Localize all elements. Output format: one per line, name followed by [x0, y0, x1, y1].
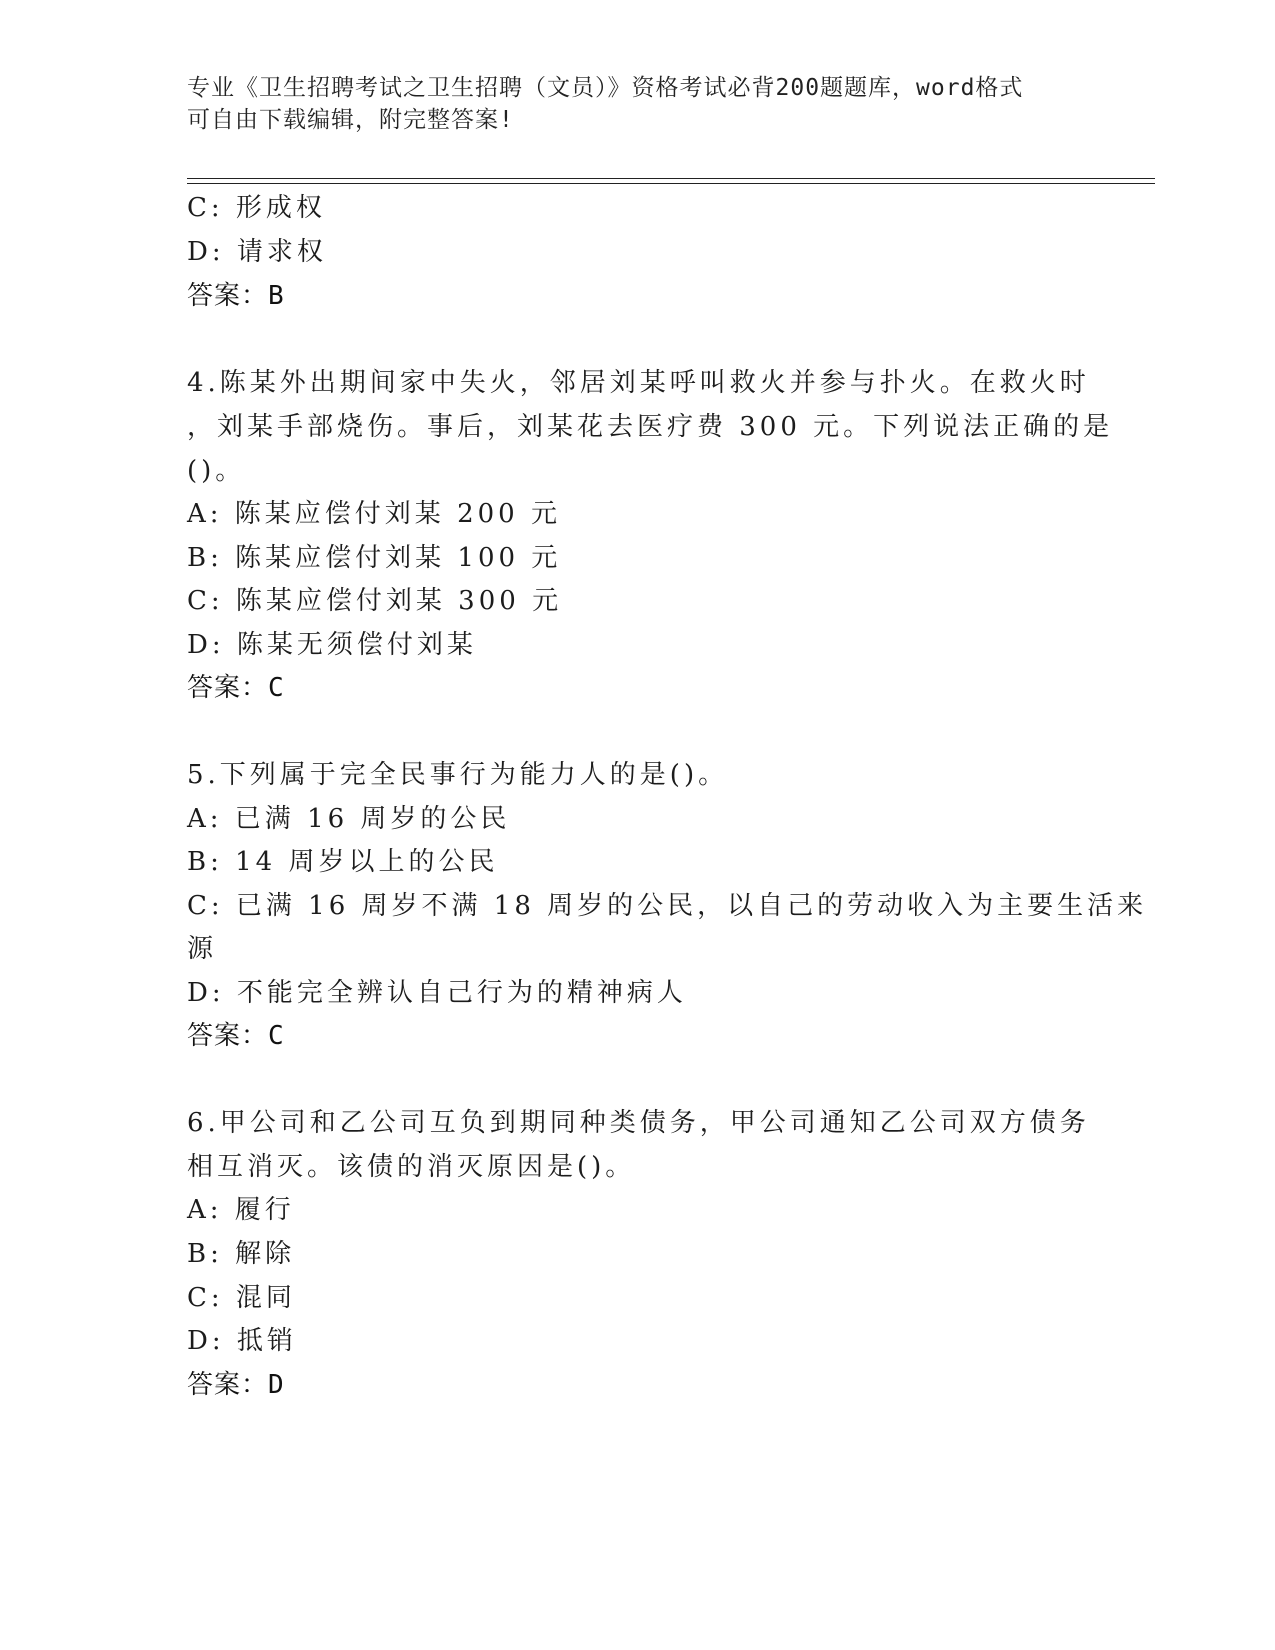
q6-stem-line-1: 6.甲公司和乙公司互负到期同种类债务，甲公司通知乙公司双方债务 [187, 1108, 1090, 1138]
q4-stem-line-3: ()。 [187, 456, 246, 486]
header-rule-top [187, 178, 1155, 179]
q4-option-d: D: 陈某无须偿付刘某 [187, 630, 477, 660]
q6-option-c: C: 混同 [187, 1283, 296, 1313]
q3-option-d: D: 请求权 [187, 237, 327, 267]
q5-option-c: C: 已满 16 周岁不满 18 周岁的公民，以自己的劳动收入为主要生活来 [187, 891, 1148, 921]
q3-answer: 答案：B [187, 281, 285, 311]
q4-answer: 答案：C [187, 673, 285, 703]
q4-stem-line-1: 4.陈某外出期间家中失火，邻居刘某呼叫救火并参与扑火。在救火时 [187, 368, 1090, 398]
q6-stem-line-2: 相互消灭。该债的消灭原因是()。 [187, 1152, 636, 1182]
q5-answer: 答案：C [187, 1021, 285, 1051]
q5-stem-line-1: 5.下列属于完全民事行为能力人的是()。 [187, 760, 729, 790]
header-line-1: 专业《卫生招聘考试之卫生招聘（文员）》资格考试必背200题题库，word格式 [187, 75, 1024, 101]
header-line-2: 可自由下载编辑，附完整答案! [187, 107, 514, 133]
q5-option-a: A: 已满 16 周岁的公民 [187, 804, 511, 834]
q5-option-c-continued: 源 [187, 934, 218, 964]
header-rule-bottom [187, 183, 1155, 184]
q6-option-a: A: 履行 [187, 1195, 295, 1225]
q3-option-c: C: 形成权 [187, 193, 326, 223]
q4-option-a: A: 陈某应偿付刘某 200 元 [187, 499, 561, 529]
q6-option-b: B: 解除 [187, 1239, 296, 1269]
q4-stem-line-2: ，刘某手部烧伤。事后，刘某花去医疗费 300 元。下列说法正确的是 [187, 412, 1114, 442]
q4-option-c: C: 陈某应偿付刘某 300 元 [187, 586, 563, 616]
q4-option-b: B: 陈某应偿付刘某 100 元 [187, 543, 562, 573]
q6-option-d: D: 抵销 [187, 1326, 297, 1356]
q6-answer: 答案：D [187, 1370, 285, 1400]
q5-option-d: D: 不能完全辨认自己行为的精神病人 [187, 978, 687, 1008]
document-header [187, 72, 1067, 136]
q5-option-b: B: 14 周岁以上的公民 [187, 847, 499, 877]
